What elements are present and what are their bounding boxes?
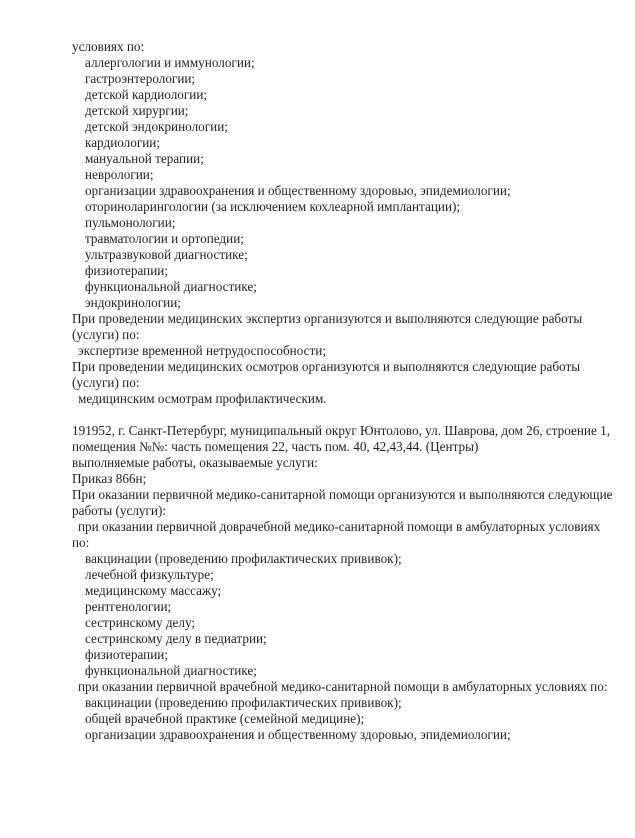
document-line: медицинскому массажу; <box>85 583 222 598</box>
document-line: кардиологии; <box>85 135 161 150</box>
document-line: функциональной диагностике; <box>85 663 257 678</box>
document-line: При проведении медицинских экспертиз организуются и выполняются следующие работы <box>72 311 583 326</box>
document-line: сестринскому делу в педиатрии; <box>85 631 267 646</box>
document-line: помещения №№: часть помещения 22, часть пом. 40, 42,43,44. (Центры) <box>72 439 479 454</box>
document-line: При проведении медицинских осмотров организуются и выполняются следующие работы <box>72 359 581 374</box>
document-line: функциональной диагностике; <box>85 279 257 294</box>
document-line: травматологии и ортопедии; <box>85 231 244 246</box>
document-line: ультразвуковой диагностике; <box>85 247 248 262</box>
document-line: при оказании первичной доврачебной медико-санитарной помощи в амбулаторных условиях <box>78 519 601 534</box>
document-line: пульмонологии; <box>85 215 176 230</box>
document-line: вакцинации (проведению профилактических прививок); <box>85 695 402 710</box>
document-line: оториноларингологии (за исключением кохлеарной имплантации); <box>85 199 461 214</box>
document-line: 191952, г. Санкт-Петербург, муниципальный округ Юнтолово, ул. Шаврова, дом 26, строение 1, <box>72 423 611 438</box>
document-line: по: <box>72 535 90 550</box>
document-line: детской хирургии; <box>85 103 189 118</box>
document-line: выполняемые работы, оказываемые услуги: <box>72 455 318 470</box>
document-line: мануальной терапии; <box>85 151 204 166</box>
document-line: вакцинации (проведению профилактических прививок); <box>85 551 402 566</box>
document-line: сестринскому делу; <box>85 615 196 630</box>
document-line: физиотерапии; <box>85 647 169 662</box>
document-line: медицинским осмотрам профилактическим. <box>78 391 327 406</box>
blank-line <box>72 407 628 423</box>
document-line: аллергологии и иммунологии; <box>85 55 255 70</box>
document-line: лечебной физкультуре; <box>85 567 214 582</box>
document-line: рентгенологии; <box>85 599 172 614</box>
document-line: неврологии; <box>85 167 154 182</box>
document-line: условиях по: <box>72 39 145 54</box>
document-line: детской эндокринологии; <box>85 119 228 134</box>
document-line: общей врачебной практике (семейной медицине); <box>85 711 365 726</box>
document-line: детской кардиологии; <box>85 87 208 102</box>
document-line: работы (услуги): <box>72 503 167 518</box>
document-line: (услуги) по: <box>72 327 140 342</box>
document-line: эндокринологии; <box>85 295 181 310</box>
document-line: организации здравоохранения и общественному здоровью, эпидемиологии; <box>85 183 511 198</box>
document-line: организации здравоохранения и общественному здоровью, эпидемиологии; <box>85 727 511 742</box>
document-line: гастроэнтерологии; <box>85 71 196 86</box>
document-text-block <box>72 39 628 743</box>
document-line: физиотерапии; <box>85 263 169 278</box>
document-line: (услуги) по: <box>72 375 140 390</box>
document-line: Приказ 866н; <box>72 471 147 486</box>
document-line: экспертизе временной нетрудоспособности; <box>78 343 326 358</box>
document-line: При оказании первичной медико-санитарной помощи организуются и выполняются следующие <box>72 487 613 502</box>
document-line: при оказании первичной врачебной медико-санитарной помощи в амбулаторных условиях по: <box>78 679 608 694</box>
